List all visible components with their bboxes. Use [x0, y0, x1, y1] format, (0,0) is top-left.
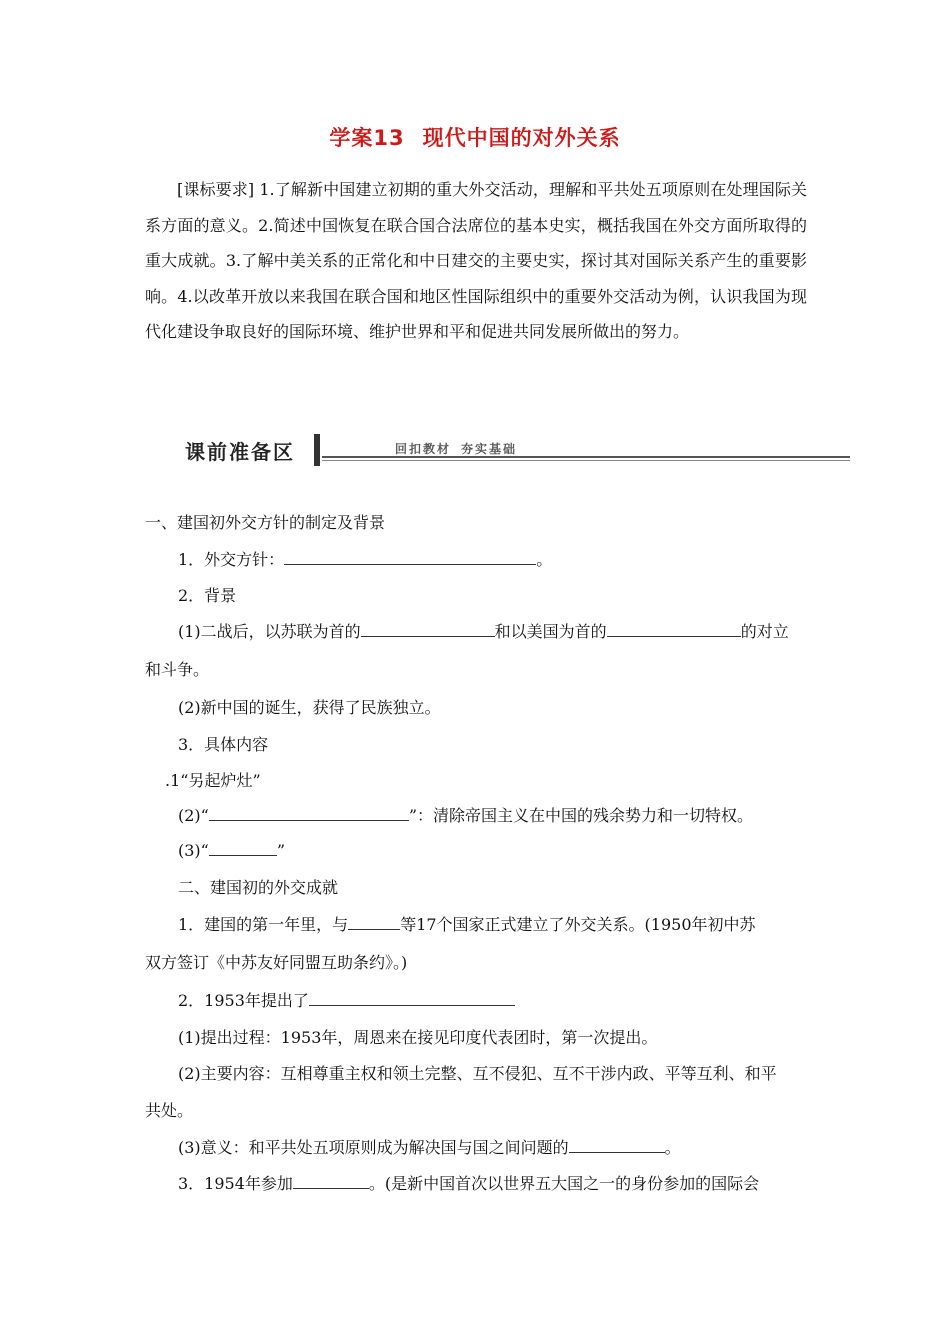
- item-principles-content: (2)主要内容：互相尊重主权和领土完整、互不侵犯、互不干涉内政、平等互利、和平: [178, 1064, 777, 1083]
- item-background-2: (2)新中国的诞生，获得了民族独立。: [178, 698, 441, 717]
- fill-blank[interactable]: [309, 989, 515, 1006]
- section-banner: [175, 434, 850, 470]
- banner-divider: [314, 434, 320, 466]
- item-content-2: (2)“ ”：清除帝国主义在中国的残余势力和一切特权。: [178, 806, 754, 825]
- item-content-1: .1“另起炉灶”: [165, 771, 261, 790]
- banner-rule-thin: [322, 460, 850, 461]
- item-background: 2．背景: [178, 586, 237, 605]
- requirements-label: [课标要求]: [177, 180, 255, 199]
- fill-blank[interactable]: [569, 1136, 665, 1153]
- fill-blank[interactable]: [348, 913, 400, 930]
- item-content-3: (3)“ ”: [178, 841, 286, 860]
- item-background-1: (1)二战后，以苏联为首的 和以美国为首的 的对立: [178, 622, 789, 641]
- fill-blank[interactable]: [209, 839, 277, 856]
- banner-title: 课前准备区: [185, 440, 295, 464]
- fill-blank[interactable]: [284, 548, 536, 565]
- item-five-principles: 2．1953年提出了: [178, 988, 515, 1011]
- item-1954-conference: 3．1954年参加 。(是新中国首次以世界五大国之一的身份参加的国际会: [178, 1174, 760, 1193]
- item-diplomatic-policy: 1．外交方针： 。: [178, 550, 553, 569]
- item-principles-origin: (1)提出过程：1953年，周恩来在接见印度代表团时，第一次提出。: [178, 1028, 658, 1047]
- item-principles-content-cont: 共处。: [145, 1101, 194, 1120]
- section-heading-1: 一、建国初外交方针的制定及背景: [145, 513, 386, 532]
- lesson-number: 学案13: [329, 126, 405, 150]
- section-heading-2: 二、建国初的外交成就: [178, 878, 339, 897]
- fill-blank[interactable]: [293, 1172, 369, 1189]
- item-specific-content: 3．具体内容: [178, 735, 269, 754]
- fill-blank[interactable]: [361, 620, 495, 637]
- curriculum-requirements: [145, 172, 807, 350]
- item-first-year-cont: 双方签订《中苏友好同盟互助条约》。): [145, 953, 408, 972]
- banner-subtitle: 回扣教材 夯实基础: [395, 442, 518, 456]
- item-first-year: 1．建国的第一年里，与 等17个国家正式建立了外交关系。(1950年初中苏: [178, 915, 756, 934]
- requirements-text: 1.了解新中国建立初期的重大外交活动，理解和平共处五项原则在处理国际关系方面的意义。2.简述中国恢复在联合国合法席位的基本史实，概括我国在外交方面所取得的重大成就。3.了解中美关系的正常化和中日建交的主要史实，探讨其对国际关系产生的重要影响。4.以改革开放以来我国在联合国和地区性国际组织中的重要外交活动为例，认识我国为现代化建设争取良好的国际环境、维护世界和平和促进共同发展所做出的努力。: [145, 180, 807, 341]
- fill-blank[interactable]: [209, 804, 409, 821]
- item-background-1-cont: 和斗争。: [145, 660, 210, 679]
- lesson-title: 现代中国的对外关系: [422, 126, 621, 150]
- page-title: [0, 122, 950, 152]
- fill-blank[interactable]: [607, 620, 741, 637]
- item-principles-significance: (3)意义：和平共处五项原则成为解决国与国之间问题的 。: [178, 1138, 681, 1157]
